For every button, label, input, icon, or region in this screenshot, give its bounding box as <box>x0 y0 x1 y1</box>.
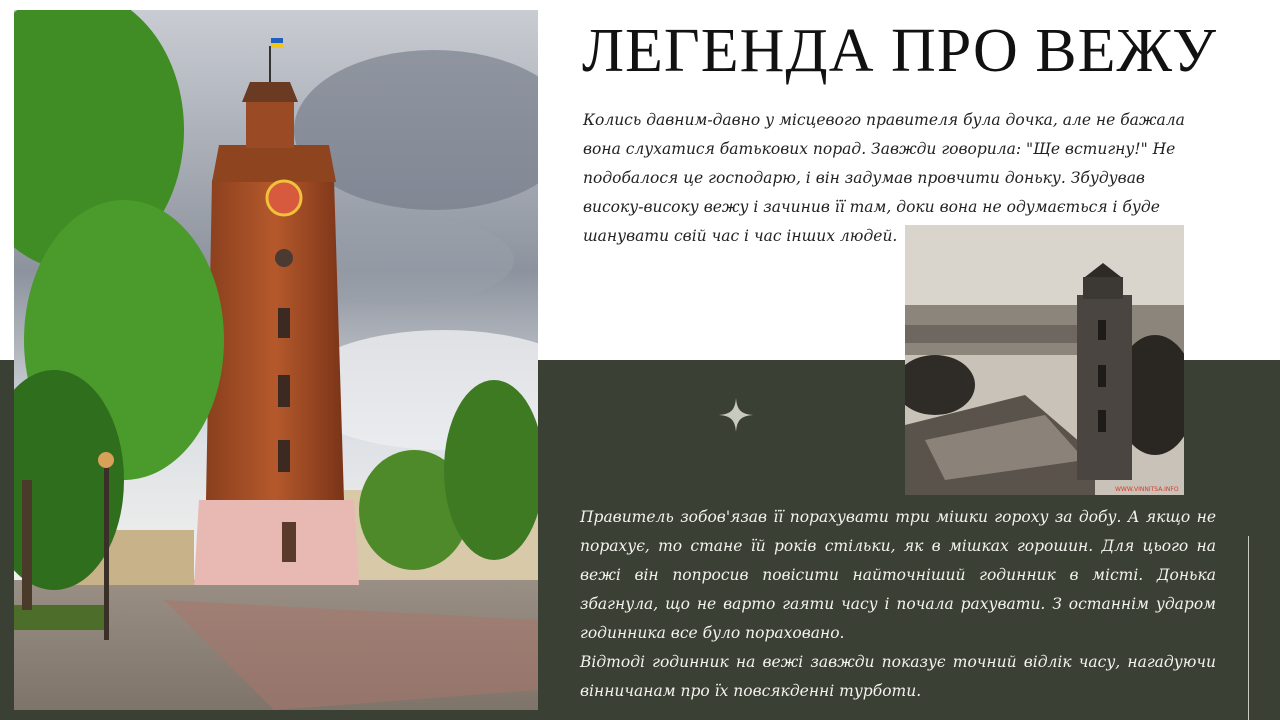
water-tower-photo <box>14 10 538 710</box>
sparkle-icon <box>719 398 753 432</box>
legend-paragraph-2: Відтоді годинник на вежі завжди показує точний відлік часу, нагадуючи вінничанам про їх повсякденні турботи. <box>580 653 1216 700</box>
legend-paragraph-1: Правитель зобов'язав її порахувати три мішки гороху за добу. А якщо не порахує, то стане їй років стільки, як в мішках горошин. Для цього на вежі він попросив повісити найточніший годинник в місті. Донька збагнула, що не варто гаяти часу і почала рахувати. З останнім ударом годинника все було пораховано. <box>580 508 1216 642</box>
legend-intro-paragraph: Колись давним-давно у місцевого правителя була дочка, але не бажала вона слухатися батькових порад. Завжди говорила: "Ще встигну!" Не подобалося це господарю, і він задумав провчити доньку. Збудував високу-високу вежу і зачинив її там, доки вона не одумається і буде шанувати свій час і час інших людей. <box>583 111 1185 245</box>
slide-title: ЛЕГЕНДА ПРО ВЕЖУ <box>582 17 1218 85</box>
historic-tower-photo <box>905 225 1184 495</box>
watermark-text: WWW.VINNITSA.INFO <box>1115 486 1179 493</box>
legend-continuation-text <box>580 503 1216 706</box>
vertical-divider <box>1248 536 1249 720</box>
